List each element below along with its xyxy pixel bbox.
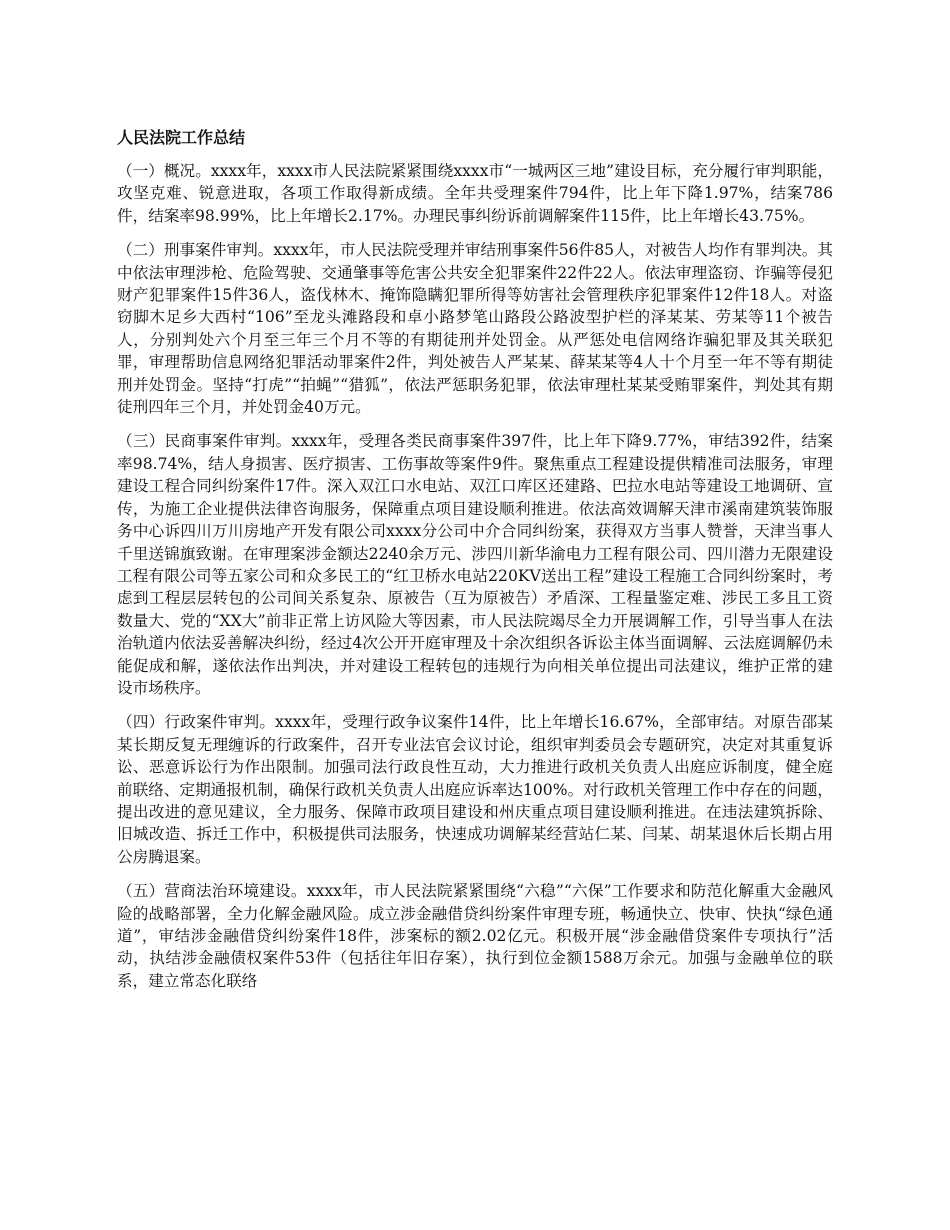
document-title: 人民法院工作总结 — [117, 128, 246, 147]
document-page — [117, 127, 833, 1004]
paragraph-civil-commercial-trials: （三）民商事案件审判。xxxx年，受理各类民商事案件397件，比上年下降9.77%，审结392件，结案率98.74%，结人身损害、医疗损害、工伤事故等案件9件。聚焦重点工程建设提供精准司法服务，审理建设工程合同纠纷案件17件。深入双江口水电站、双江口库区还建路、巴拉水电站等建设工地调研、宣传，为施工企业提供法律咨询服务，保障重点项目建设顺利推进。依法高效调解天津市溪南建筑装饰服务中心诉四川万川房地产开发有限公司xxxx分公司中介合同纠纷案，获得双方当事人赞誉，天津当事人千里送锦旗致谢。在审理案涉金额达2240余万元、涉四川新华渝电力工程有限公司、四川潜力无限建设工程有限公司等五家公司和众多民工的“红卫桥水电站220KV送出工程”建设工程施工合同纠纷案时，考虑到工程层层转包的公司间关系复杂、原被告（互为原被告）矛盾深、工程量鉴定难、涉民工多且工资数量大、党的“XX大”前非正常上访风险大等因素，市人民法院竭尽全力开展调解工作，引导当事人在法治轨道内依法妥善解决纠纷，经过4次公开开庭审理及十余次组织各诉讼主体当面调解、云法庭调解仍未能促成和解，遂依法作出判决，并对建设工程转包的违规行为向相关单位提出司法建议，维护正常的建设市场秩序。 — [117, 432, 833, 697]
paragraph-overview: （一）概况。xxxx年，xxxx市人民法院紧紧围绕xxxx市“一城两区三地”建设目标，充分履行审判职能，攻坚克难、锐意进取，各项工作取得新成绩。全年共受理案件794件，比上年下降1.97%，结案786件，结案率98.99%，比上年增长2.17%。办理民事纠纷诉前调解案件115件，比上年增长43.75%。 — [117, 162, 833, 225]
paragraph-administrative-trials: （四）行政案件审判。xxxx年，受理行政争议案件14件，比上年增长16.67%，全部审结。对原告邵某某长期反复无理缠诉的行政案件，召开专业法官会议讨论，组织审判委员会专题研究，决定对其重复诉讼、恶意诉讼行为作出限制。加强司法行政良性互动，大力推进行政机关负责人出庭应诉制度，健全庭前联络、定期通报机制，确保行政机关负责人出庭应诉率达100%。对行政机关管理工作中存在的问题，提出改进的意见建议，全力服务、保障市政项目建设和州庆重点项目建设顺利推进。在违法建筑拆除、旧城改造、拆迁工作中，积极提供司法服务，快速成功调解某经营站仁某、闫某、胡某退休后长期占用公房腾退案。 — [117, 713, 833, 866]
paragraph-business-environment: （五）营商法治环境建设。xxxx年，市人民法院紧紧围绕“六稳”“六保”工作要求和防范化解重大金融风险的战略部署，全力化解金融风险。成立涉金融借贷纠纷案件审理专班，畅通快立、快审、快执“绿色通道”，审结涉金融借贷纠纷案件18件，涉案标的额2.02亿元。积极开展“涉金融借贷案件专项执行”活动，执结涉金融债权案件53件（包括往年旧存案），执行到位金额1588万余元。加强与金融单位的联系，建立常态化联络 — [117, 882, 833, 990]
paragraph-criminal-trials: （二）刑事案件审判。xxxx年，市人民法院受理并审结刑事案件56件85人，对被告人均作有罪判决。其中依法审理涉枪、危险驾驶、交通肇事等危害公共安全犯罪案件22件22人。依法审理盗窃、诈骗等侵犯财产犯罪案件15件36人，盗伐林木、掩饰隐瞒犯罪所得等妨害社会管理秩序犯罪案件12件18人。对盗窃脚木足乡大西村“106”至龙头滩路段和卓小路梦笔山路段公路波型护栏的泽某某、劳某等11个被告人，分别判处六个月至三年三个月不等的有期徒刑并处罚金。从严惩处电信网络诈骗犯罪及其关联犯罪，审理帮助信息网络犯罪活动罪案件2件，判处被告人严某某、薛某某等4人十个月至一年不等有期徒刑并处罚金。坚持“打虎”“拍蝇”“猎狐”，依法严惩职务犯罪，依法审理杜某某受贿罪案件，判处其有期徒刑四年三个月，并处罚金40万元。 — [117, 241, 833, 417]
